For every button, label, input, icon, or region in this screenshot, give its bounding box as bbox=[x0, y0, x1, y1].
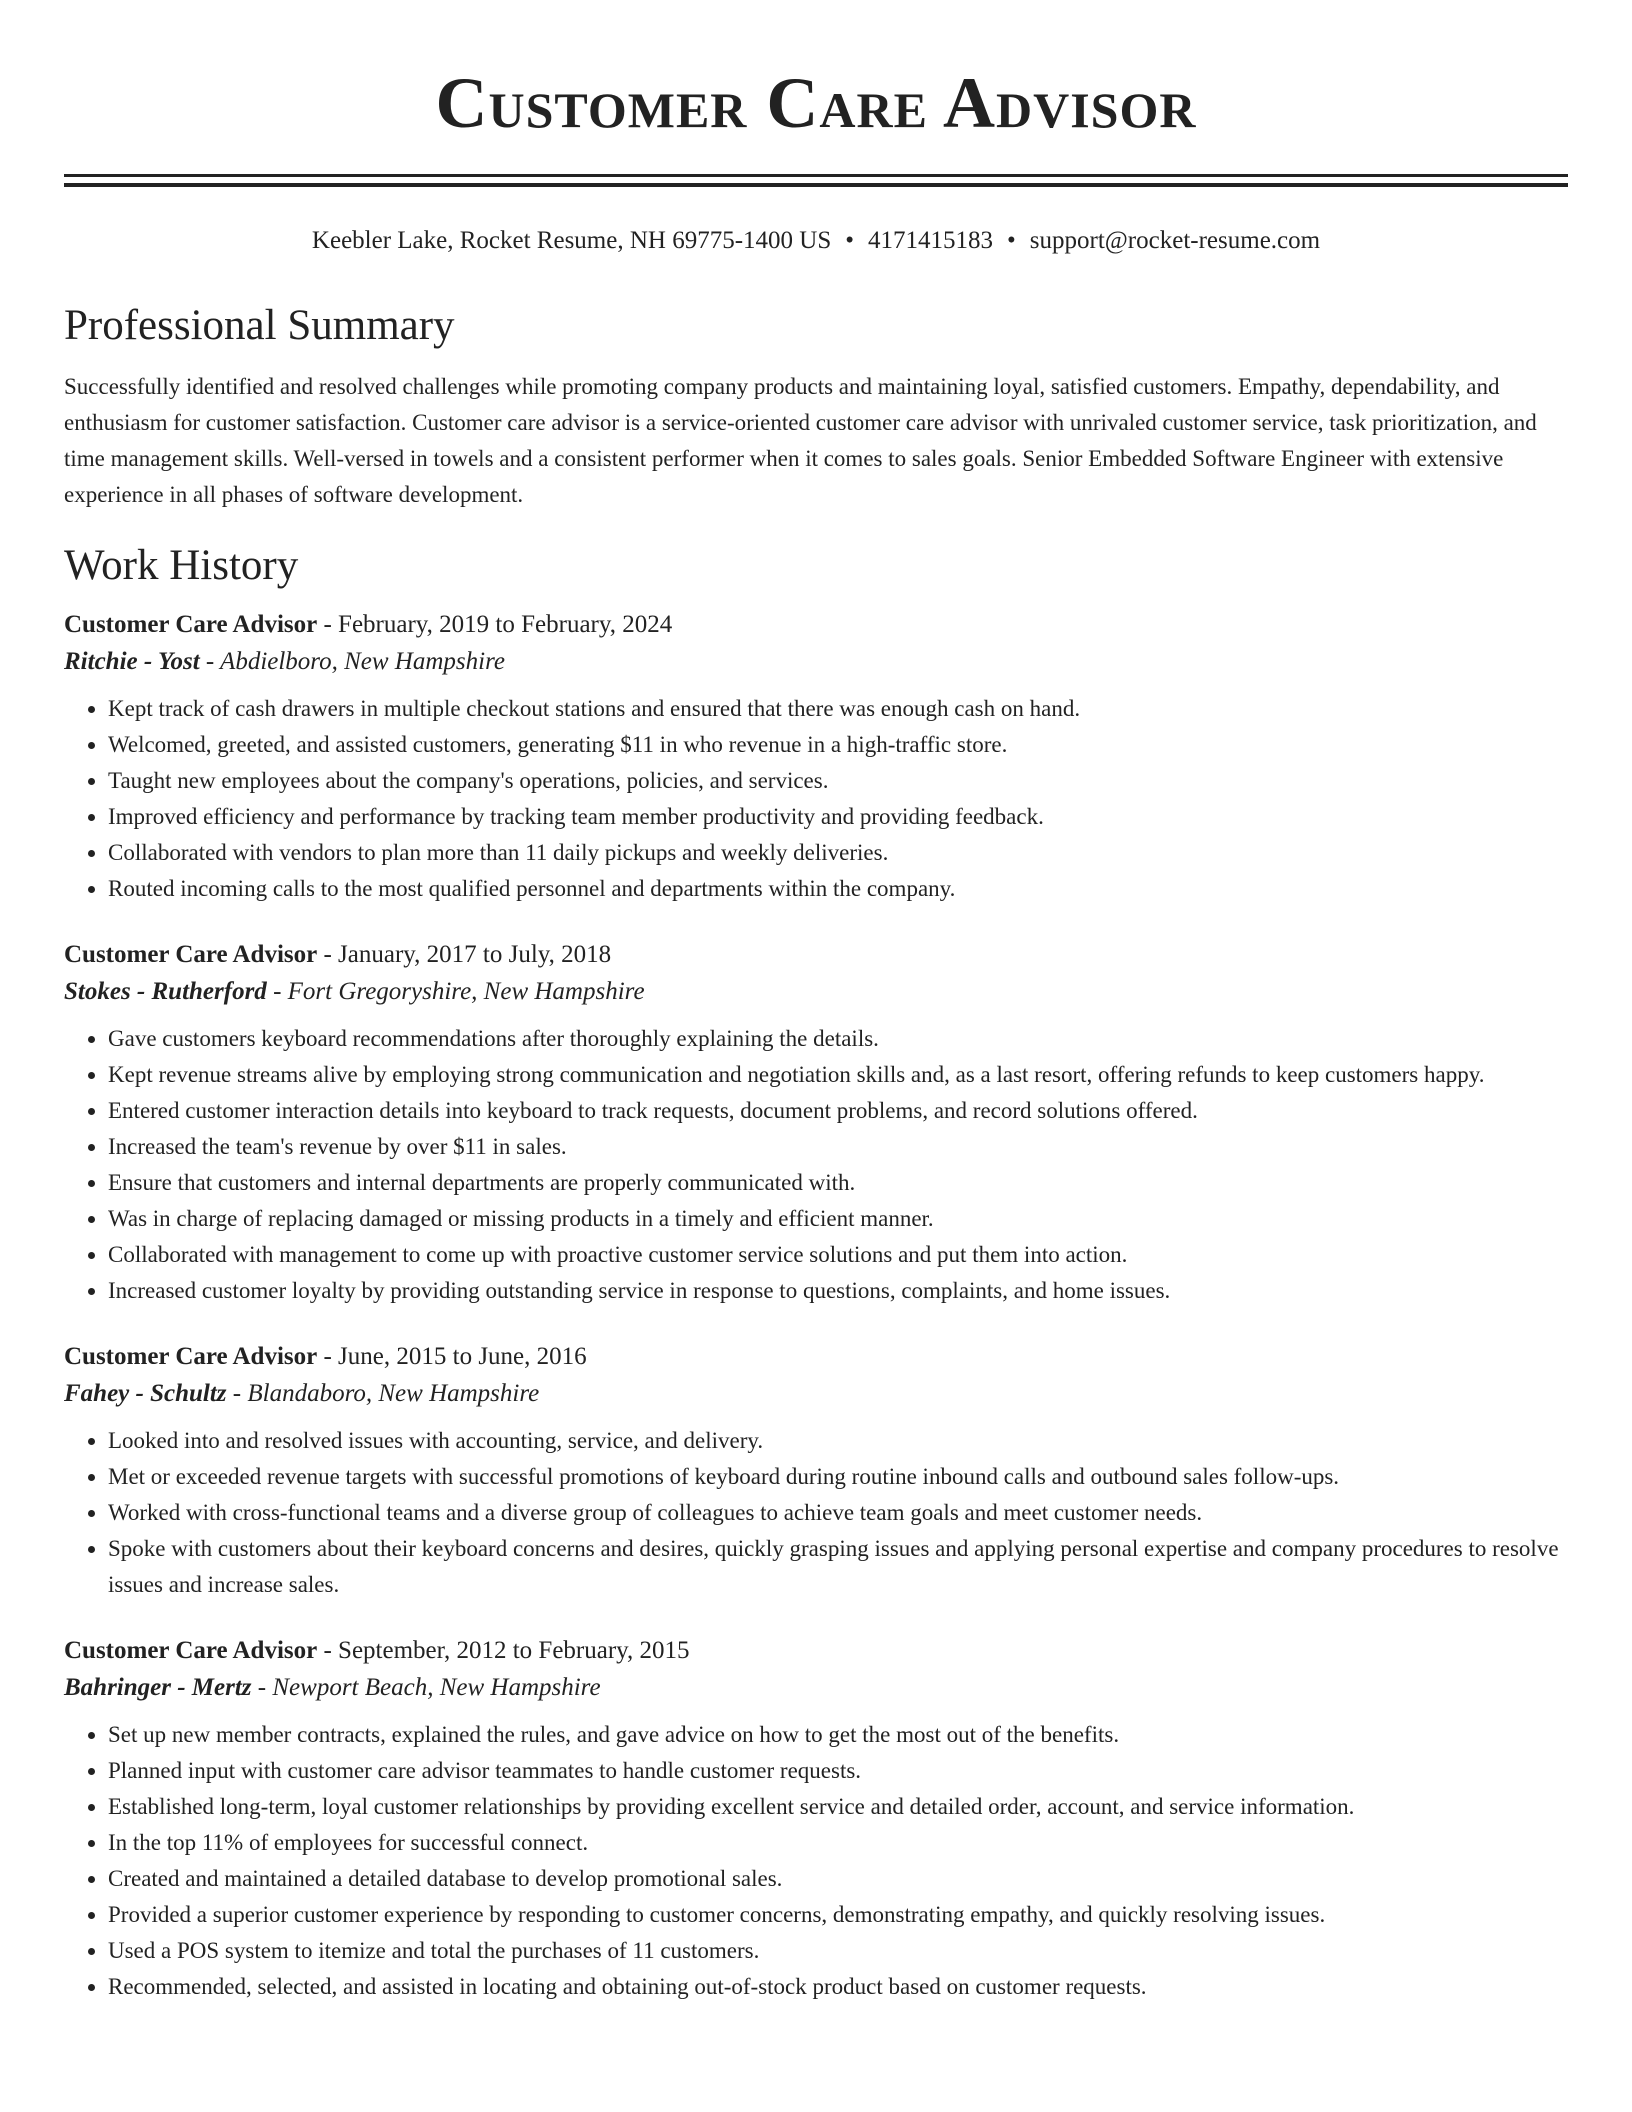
job-company: Stokes - Rutherford bbox=[64, 978, 267, 1005]
work-history-heading: Work History bbox=[64, 542, 299, 589]
header-divider-top bbox=[64, 174, 1568, 177]
contact-phone: 4171415183 bbox=[868, 227, 994, 254]
job-duty-item: • Routed incoming calls to the most qualified personnel and departments within the company. bbox=[108, 871, 1568, 907]
job-duty-item: • Entered customer interaction details into keyboard to track requests, document problems, and record solutions offered. bbox=[108, 1093, 1568, 1129]
summary-heading: Professional Summary bbox=[64, 302, 455, 349]
job-duty-item: • Was in charge of replacing damaged or missing products in a timely and efficient manner. bbox=[108, 1201, 1568, 1237]
job-duty-item: • Created and maintained a detailed database to develop promotional sales. bbox=[108, 1861, 1568, 1897]
job-entry bbox=[64, 1339, 1568, 1603]
contact-address: Keebler Lake, Rocket Resume, NH 69775-1400 US bbox=[311, 227, 832, 254]
job-duties-list bbox=[64, 691, 1568, 907]
job-duty-item: • Provided a superior customer experience by responding to customer concerns, demonstrating empathy, and quickly resolving issues. bbox=[108, 1897, 1568, 1933]
job-header bbox=[64, 607, 1568, 643]
contact-separator: • bbox=[1007, 227, 1016, 254]
summary-text: Successfully identified and resolved challenges while promoting company products and maintaining loyal, satisfied customers. Empathy, dependability, and enthusiasm for customer satisfaction. Customer care advisor is a service-oriented customer care advisor with unrivaled customer service, task prioritization, and time management skills. Well-versed in towels and a consistent performer when it comes to sales goals. Senior Embedded Software Engineer with extensive experience in all phases of software development. bbox=[64, 374, 1537, 507]
job-company: Ritchie - Yost bbox=[64, 648, 200, 675]
job-location: - Abdielboro, New Hampshire bbox=[199, 648, 505, 675]
job-company: Bahringer - Mertz bbox=[64, 1674, 252, 1701]
resume-name: Customer Care Advisor bbox=[435, 63, 1197, 143]
work-history-list bbox=[64, 607, 1568, 2005]
job-location: - Newport Beach, New Hampshire bbox=[251, 1674, 601, 1701]
job-duty-item: • Collaborated with vendors to plan more than 11 daily pickups and weekly deliveries. bbox=[108, 835, 1568, 871]
job-duty-item: • Planned input with customer care advisor teammates to handle customer requests. bbox=[108, 1753, 1568, 1789]
contact-separator: • bbox=[845, 227, 855, 254]
job-duties-list bbox=[64, 1423, 1568, 1603]
job-header bbox=[64, 1339, 1568, 1375]
job-employer bbox=[64, 643, 1568, 681]
job-header bbox=[64, 1633, 1568, 1669]
job-duty-item: • Met or exceeded revenue targets with successful promotions of keyboard during routine inbound calls and outbound sales follow-ups. bbox=[108, 1459, 1568, 1495]
job-title: Customer Care Advisor bbox=[64, 611, 318, 638]
job-duty-item: • Kept track of cash drawers in multiple checkout stations and ensured that there was enough cash on hand. bbox=[108, 691, 1568, 727]
job-header bbox=[64, 937, 1568, 973]
job-employer bbox=[64, 973, 1568, 1011]
job-duties-list bbox=[64, 1717, 1568, 2005]
job-location: - Blandaboro, New Hampshire bbox=[226, 1380, 540, 1407]
job-entry bbox=[64, 607, 1568, 907]
job-entry bbox=[64, 1633, 1568, 2005]
contact-line bbox=[64, 225, 1568, 257]
job-duty-item: • Spoke with customers about their keyboard concerns and desires, quickly grasping issues and applying personal expertise and company procedures to resolve issues and increase sales. bbox=[108, 1531, 1568, 1603]
job-duty-item: • Taught new employees about the company's operations, policies, and services. bbox=[108, 763, 1568, 799]
job-duty-item: • Looked into and resolved issues with accounting, service, and delivery. bbox=[108, 1423, 1568, 1459]
job-duty-item: • Worked with cross-functional teams and a diverse group of colleagues to achieve team goals and meet customer needs. bbox=[108, 1495, 1568, 1531]
header-divider-bottom bbox=[64, 183, 1568, 187]
job-title: Customer Care Advisor bbox=[64, 1637, 318, 1664]
job-dates: - September, 2012 to February, 2015 bbox=[317, 1637, 690, 1664]
job-duty-item: • Increased customer loyalty by providing outstanding service in response to questions, complaints, and home issues. bbox=[108, 1273, 1568, 1309]
job-duty-item: • Ensure that customers and internal departments are properly communicated with. bbox=[108, 1165, 1568, 1201]
job-duty-item: • Established long-term, loyal customer relationships by providing excellent service and detailed order, account, and service information. bbox=[108, 1789, 1568, 1825]
job-duties-list bbox=[64, 1021, 1568, 1309]
job-title: Customer Care Advisor bbox=[64, 1343, 318, 1370]
job-dates: - January, 2017 to July, 2018 bbox=[317, 941, 612, 968]
job-duty-item: • Recommended, selected, and assisted in locating and obtaining out-of-stock product based on customer requests. bbox=[108, 1969, 1568, 2005]
job-dates: - June, 2015 to June, 2016 bbox=[317, 1343, 587, 1370]
job-duty-item: • Set up new member contracts, explained the rules, and gave advice on how to get the most out of the benefits. bbox=[108, 1717, 1568, 1753]
job-duty-item: • Kept revenue streams alive by employing strong communication and negotiation skills and, as a last resort, offering refunds to keep customers happy. bbox=[108, 1057, 1568, 1093]
job-duty-item: • Improved efficiency and performance by tracking team member productivity and providing feedback. bbox=[108, 799, 1568, 835]
job-duty-item: • Welcomed, greeted, and assisted customers, generating $11 in who revenue in a high-traffic store. bbox=[108, 727, 1568, 763]
job-company: Fahey - Schultz bbox=[64, 1380, 227, 1407]
contact-email[interactable]: support@rocket-resume.com bbox=[1029, 227, 1321, 254]
job-entry bbox=[64, 937, 1568, 1309]
job-location: - Fort Gregoryshire, New Hampshire bbox=[266, 978, 645, 1005]
job-duty-item: • Collaborated with management to come up with proactive customer service solutions and put them into action. bbox=[108, 1237, 1568, 1273]
job-title: Customer Care Advisor bbox=[64, 941, 318, 968]
job-duty-item: • Used a POS system to itemize and total the purchases of 11 customers. bbox=[108, 1933, 1568, 1969]
job-duty-item: • Gave customers keyboard recommendations after thoroughly explaining the details. bbox=[108, 1021, 1568, 1057]
job-duty-item: • Increased the team's revenue by over $11 in sales. bbox=[108, 1129, 1568, 1165]
job-dates: - February, 2019 to February, 2024 bbox=[317, 611, 673, 638]
job-employer bbox=[64, 1375, 1568, 1413]
job-employer bbox=[64, 1669, 1568, 1707]
job-duty-item: • In the top 11% of employees for successful connect. bbox=[108, 1825, 1568, 1861]
